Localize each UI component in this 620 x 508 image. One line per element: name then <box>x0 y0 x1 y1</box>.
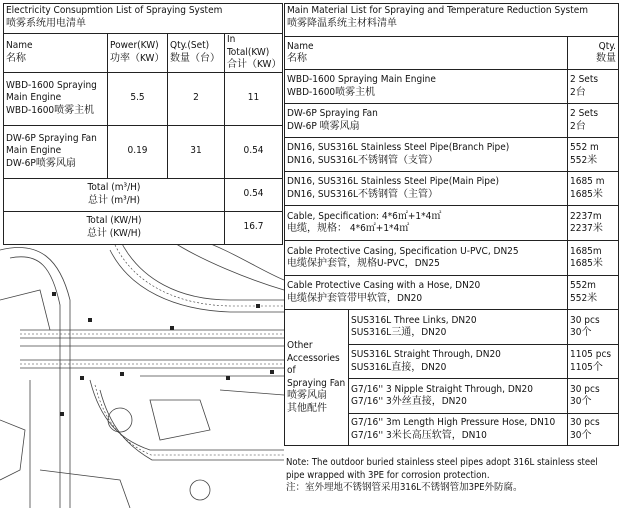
material-table-title <box>285 4 619 37</box>
total-kwh-row <box>4 211 283 244</box>
material-name: Cable Protective Casing, Specification U-PVC, DN25 电缆保护套管，规格U-PVC，DN25 <box>285 241 568 276</box>
note-zh: 注：室外埋地不锈钢管采用316L不锈钢管加3PE外防腐。 <box>286 482 523 493</box>
table-row <box>285 276 619 310</box>
table-row <box>285 172 619 206</box>
accessory-qty: 30 pcs 30个 <box>568 379 619 414</box>
total-m3h-value: 0.54 <box>225 178 283 211</box>
material-qty: 552 m 552米 <box>568 138 619 172</box>
header-qty: Qty.(Set) 数量（台） <box>168 34 225 73</box>
power-consumption-table <box>3 3 283 245</box>
table-row <box>285 104 619 138</box>
total-kwh-value: 16.7 <box>225 211 283 244</box>
material-name: Cable Protective Casing with a Hose, DN20 电缆保护套管带甲软管，DN20 <box>285 276 568 310</box>
material-name: DN16, SUS316L Stainless Steel Pipe(Main Pipe) DN16, SUS316L不锈钢管（主管） <box>285 172 568 206</box>
accessory-qty: 1105 pcs 1105个 <box>568 345 619 379</box>
material-table-title-en: Main Material List for Spraying and Temperature Reduction System <box>287 5 589 16</box>
header-name: Name 名称 <box>4 34 108 73</box>
accessories-label: Other Accessories of Spraying Fan 喷雾风扇 其他配件 <box>285 310 349 446</box>
table-row <box>285 310 619 345</box>
accessory-name: SUS316L Three Links, DN20 SUS316L三通，DN20 <box>349 310 568 345</box>
header-total: In Total(KW) 合计（KW） <box>225 34 283 73</box>
material-qty: 1685m 1685米 <box>568 241 619 276</box>
total-m3h-row <box>4 178 283 211</box>
table-row <box>285 70 619 104</box>
material-qty: 2 Sets 2台 <box>568 70 619 104</box>
material-name: WBD-1600 Spraying Main Engine WBD-1600喷雾主机 <box>285 70 568 104</box>
row-total: 11 <box>225 72 283 125</box>
table-row <box>285 206 619 241</box>
row-qty: 2 <box>168 72 225 125</box>
total-kwh-label: Total (KW/H) 总计 (KW/H) <box>4 211 225 244</box>
power-table-title <box>4 4 283 34</box>
material-name: Cable, Specification: 4*6㎡+1*4㎡ 电缆，规格： 4*6㎡+1*4㎡ <box>285 206 568 241</box>
material-qty: 2237m 2237米 <box>568 206 619 241</box>
row-name: WBD-1600 Spraying Main Engine WBD-1600喷雾主机 <box>4 72 108 125</box>
accessory-name: SUS316L Straight Through, DN20 SUS316L直接，DN20 <box>349 345 568 379</box>
material-name: DN16, SUS316L Stainless Steel Pipe(Branch Pipe) DN16, SUS316L不锈钢管（支管） <box>285 138 568 172</box>
header-power: Power(KW) 功率（KW） <box>108 34 168 73</box>
row-power: 5.5 <box>108 72 168 125</box>
row-total: 0.54 <box>225 125 283 178</box>
header-name: Name 名称 <box>285 37 568 70</box>
table-row <box>4 125 283 178</box>
power-table-header-row <box>4 34 283 73</box>
material-header-row <box>285 37 619 70</box>
material-list-table <box>284 3 619 446</box>
header-qty: Qty. 数量 <box>568 37 619 70</box>
accessory-qty: 30 pcs 30个 <box>568 310 619 345</box>
table-row <box>285 241 619 276</box>
power-table-title-en: Electricity Consupmtion List of Spraying System <box>6 5 223 16</box>
material-name: DW-6P Spraying Fan DW-6P 喷雾风扇 <box>285 104 568 138</box>
material-qty: 2 Sets 2台 <box>568 104 619 138</box>
accessory-name: G7/16'' 3m Length High Pressure Hose, DN10 G7/16'' 3米长高压软管，DN10 <box>349 414 568 446</box>
accessory-name: G7/16'' 3 Nipple Straight Through, DN20 G7/16'' 3外丝直接，DN20 <box>349 379 568 414</box>
note-en: Note: The outdoor buried stainless steel pipes adopt 316L stainless steel pipe wrapped with 3PE for corrosion protection. <box>286 457 598 481</box>
material-qty: 1685 m 1685米 <box>568 172 619 206</box>
power-table-title-zh: 喷雾系统用电清单 <box>6 17 86 29</box>
accessory-qty: 30 pcs 30个 <box>568 414 619 446</box>
material-qty: 552m 552米 <box>568 276 619 310</box>
table-row <box>285 138 619 172</box>
row-qty: 31 <box>168 125 225 178</box>
material-table-title-zh: 喷雾降温系统主材料清单 <box>287 17 397 29</box>
row-name: DW-6P Spraying Fan Main Engine DW-6P喷雾风扇 <box>4 125 108 178</box>
row-power: 0.19 <box>108 125 168 178</box>
corrosion-note <box>286 457 618 495</box>
total-m3h-label: Total (m³/H) 总计 (m³/H) <box>4 178 225 211</box>
table-row <box>4 72 283 125</box>
